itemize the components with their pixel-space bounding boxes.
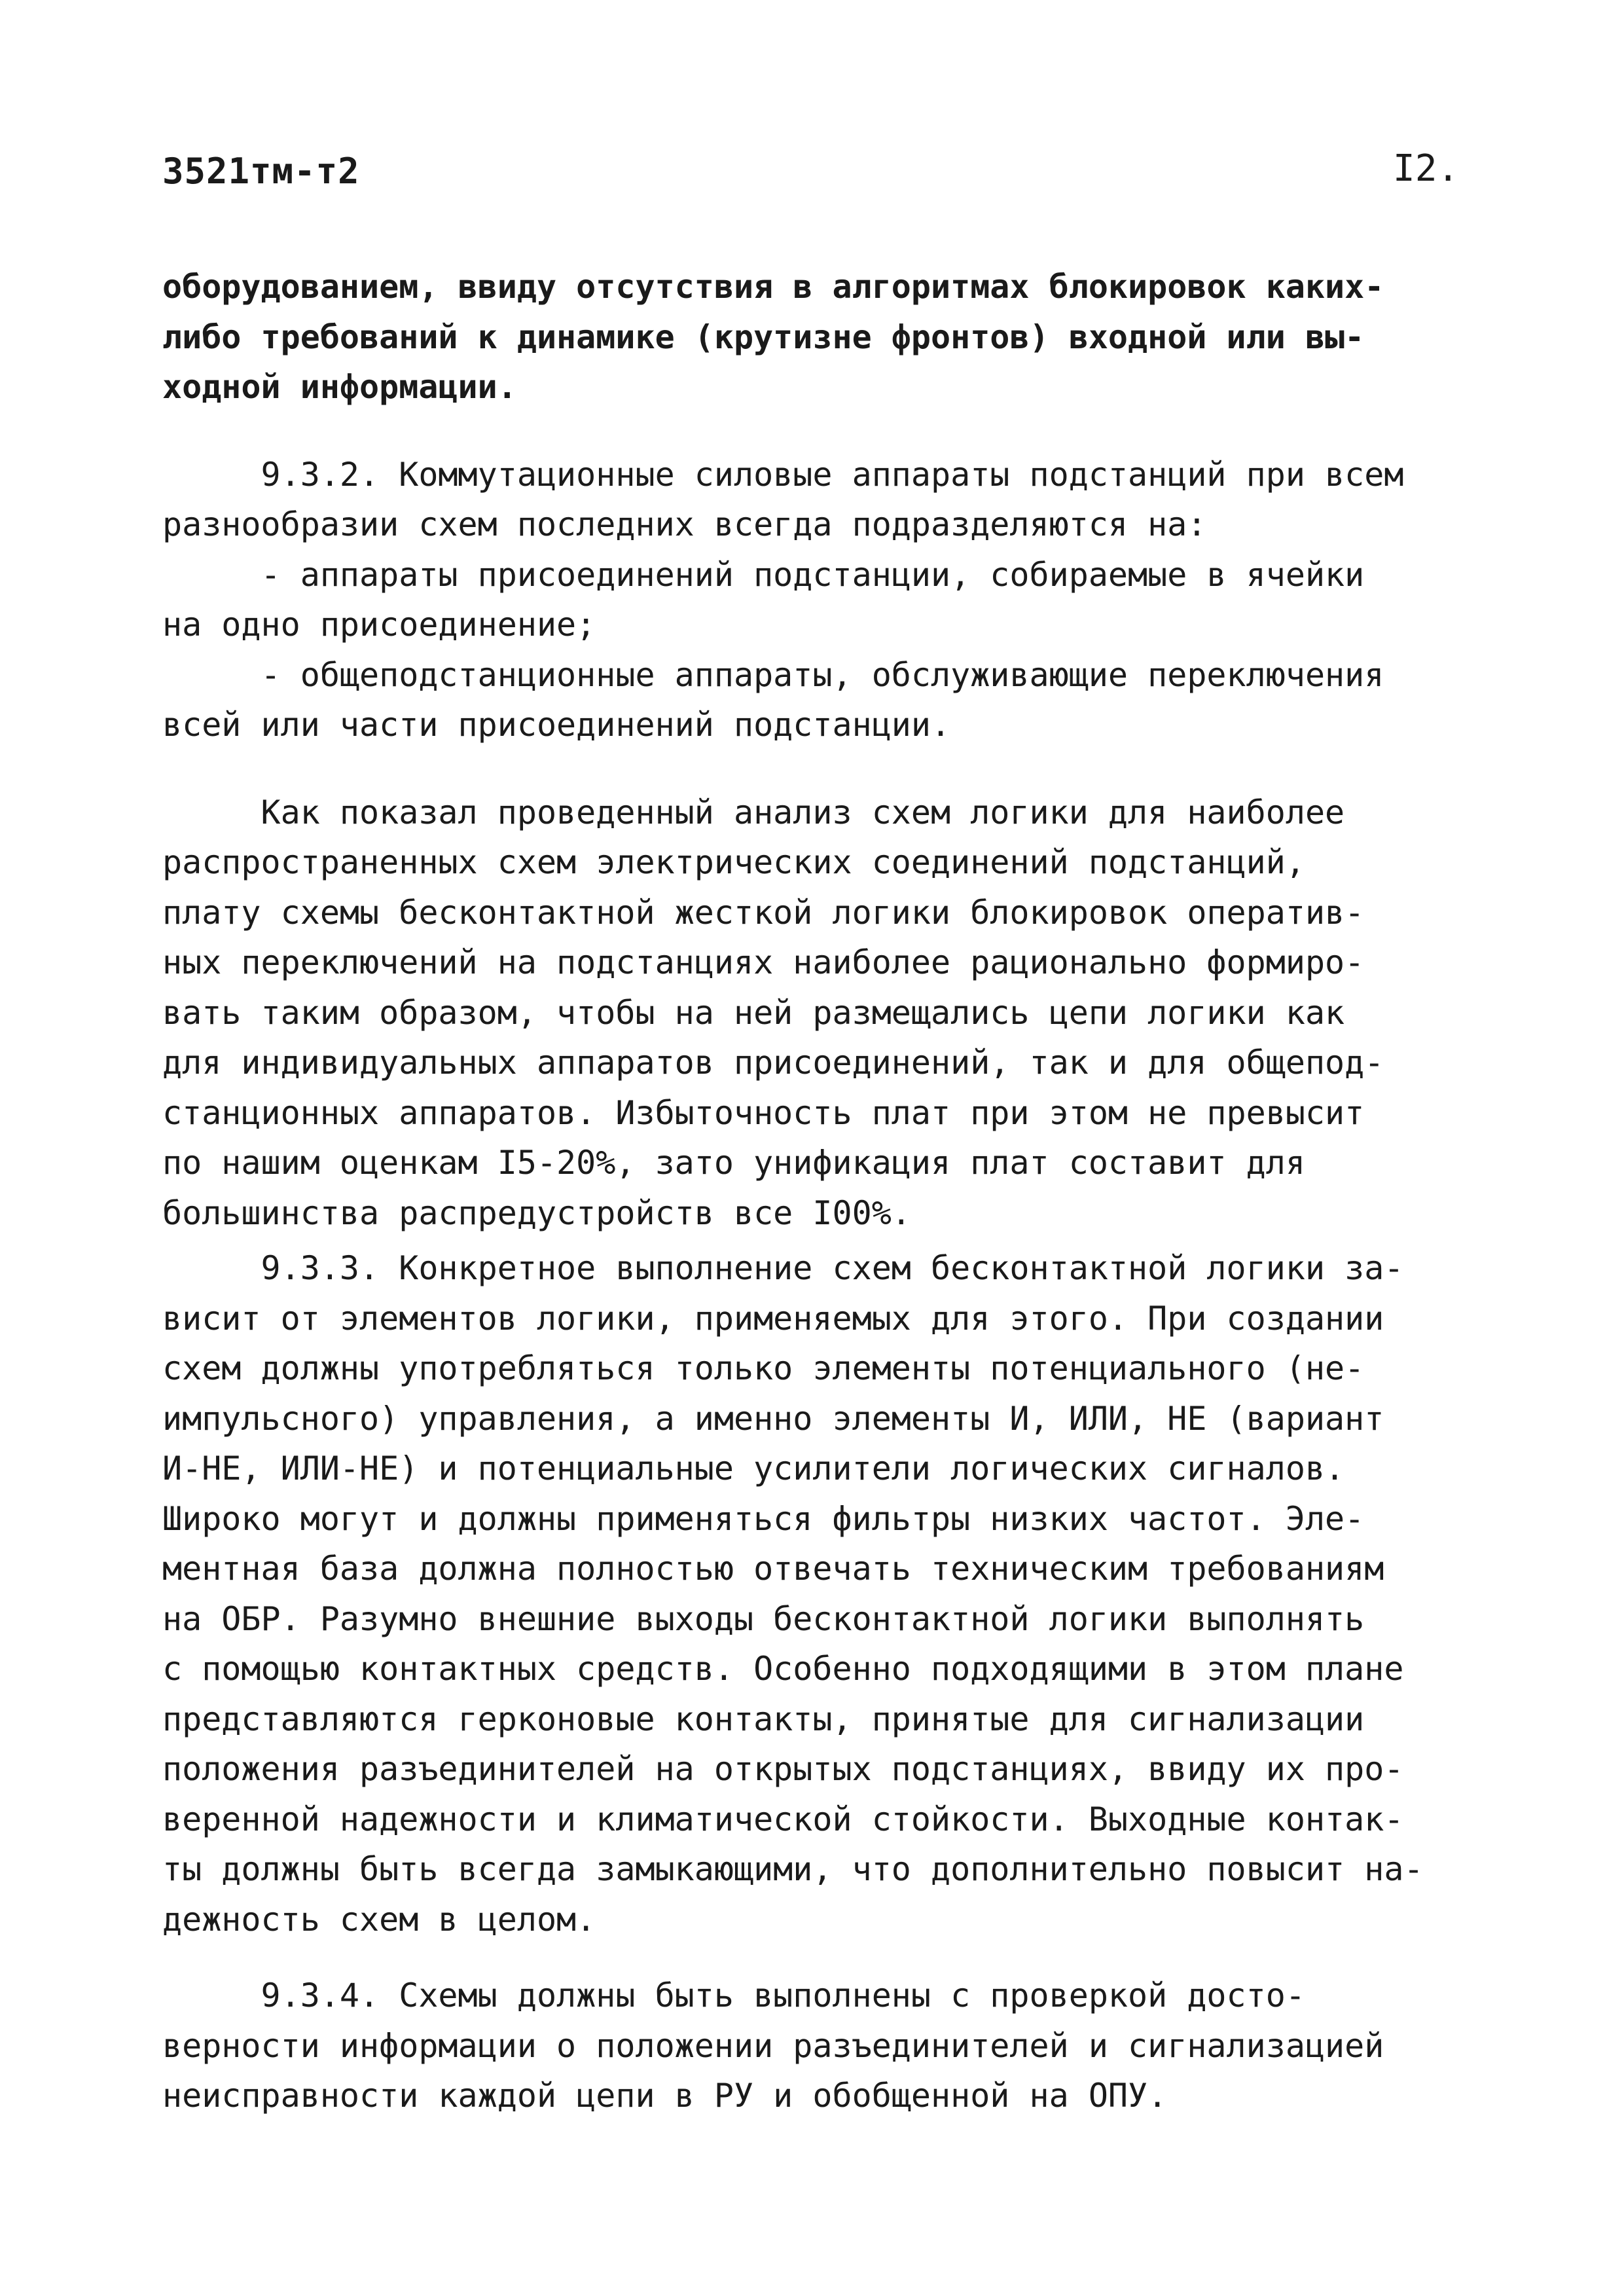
text-line: ных переключений на подстанциях наиболее рационально формиро- [162,943,1365,981]
text-line: ходной информации. [162,368,517,406]
text-line: верности информации о положении разъединителей и сигнализацией [162,2026,1384,2065]
text-line: ты должны быть всегда замыкающими, что дополнительно повысит на- [162,1850,1424,1888]
text-line: на ОБР. Разумно внешние выходы бесконтактной логики выполнять [162,1599,1365,1638]
paragraph-9-3-3 [162,1243,1478,1944]
text-line: ментная база должна полностью отвечать техническим требованиям [162,1550,1384,1588]
text-line: плату схемы бесконтактной жесткой логики блокировок оператив- [162,893,1365,932]
text-line: по нашим оценкам I5-20%, зато унификация плат составит для [162,1144,1305,1182]
text-line: схем должны употребляться только элементы потенциального (не- [162,1349,1365,1387]
text-line: с помощью контактных средств. Особенно подходящими в этом плане [162,1650,1404,1688]
text-line: распространенных схем электрических соединений подстанций, [162,843,1305,881]
text-line: оборудованием, ввиду отсутствия в алгоритмах блокировок каких- [162,268,1384,306]
document-body [162,262,1478,2121]
text-line: станционных аппаратов. Избыточность плат при этом не превысит [162,1093,1365,1132]
text-line: положения разъединителей на открытых подстанциях, ввиду их про- [162,1750,1404,1788]
text-line: - аппараты присоединений подстанции, собираемые в ячейки [162,555,1365,594]
page-number: I2. [1393,147,1460,190]
text-line: вать таким образом, чтобы на ней размещались цепи логики как [162,993,1345,1032]
text-line: Как показал проведенный анализ схем логики для наиболее [162,793,1345,831]
text-line: неисправности каждой цепи в РУ и обобщенной на ОПУ. [162,2077,1168,2115]
text-line: И-НЕ, ИЛИ-НЕ) и потенциальные усилители логических сигналов. [162,1449,1345,1487]
text-line: разнообразии схем последних всегда подразделяются на: [162,505,1207,543]
text-line: висит от элементов логики, применяемых для этого. При создании [162,1299,1384,1338]
text-line: 9.3.4. Схемы должны быть выполнены с проверкой досто- [162,1977,1305,2014]
paragraph-continuation [162,262,1478,412]
text-line: Широко могут и должны применяться фильтры низких частот. Эле- [162,1499,1365,1538]
document-code: 3521тм-т2 [162,151,360,192]
text-line: 9.3.3. Конкретное выполнение схем бесконтактной логики за- [162,1249,1404,1287]
text-line: представляются герконовые контакты, принятые для сигнализации [162,1700,1365,1738]
text-line: всей или части присоединений подстанции. [162,706,951,744]
text-line: импульсного) управления, а именно элементы И, ИЛИ, НЕ (вариант [162,1399,1384,1438]
text-line: либо требований к динамике (крутизне фронтов) входной или вы- [162,318,1365,356]
paragraph-9-3-4 [162,1971,1478,2121]
text-line: 9.3.2. Коммутационные силовые аппараты подстанций при всем [162,455,1404,494]
paragraph-9-3-2 [162,450,1478,750]
text-line: веренной надежности и климатической стойкости. Выходные контак- [162,1800,1404,1838]
text-line: для индивидуальных аппаратов присоединений, так и для общепод- [162,1044,1384,1082]
text-line: - общеподстанционные аппараты, обслуживающие переключения [162,655,1384,694]
text-line: на одно присоединение; [162,606,596,644]
text-line: большинства распредустройств все I00%. [162,1194,911,1232]
text-line: дежность схем в целом. [162,1900,596,1939]
paragraph-analysis [162,788,1478,1239]
